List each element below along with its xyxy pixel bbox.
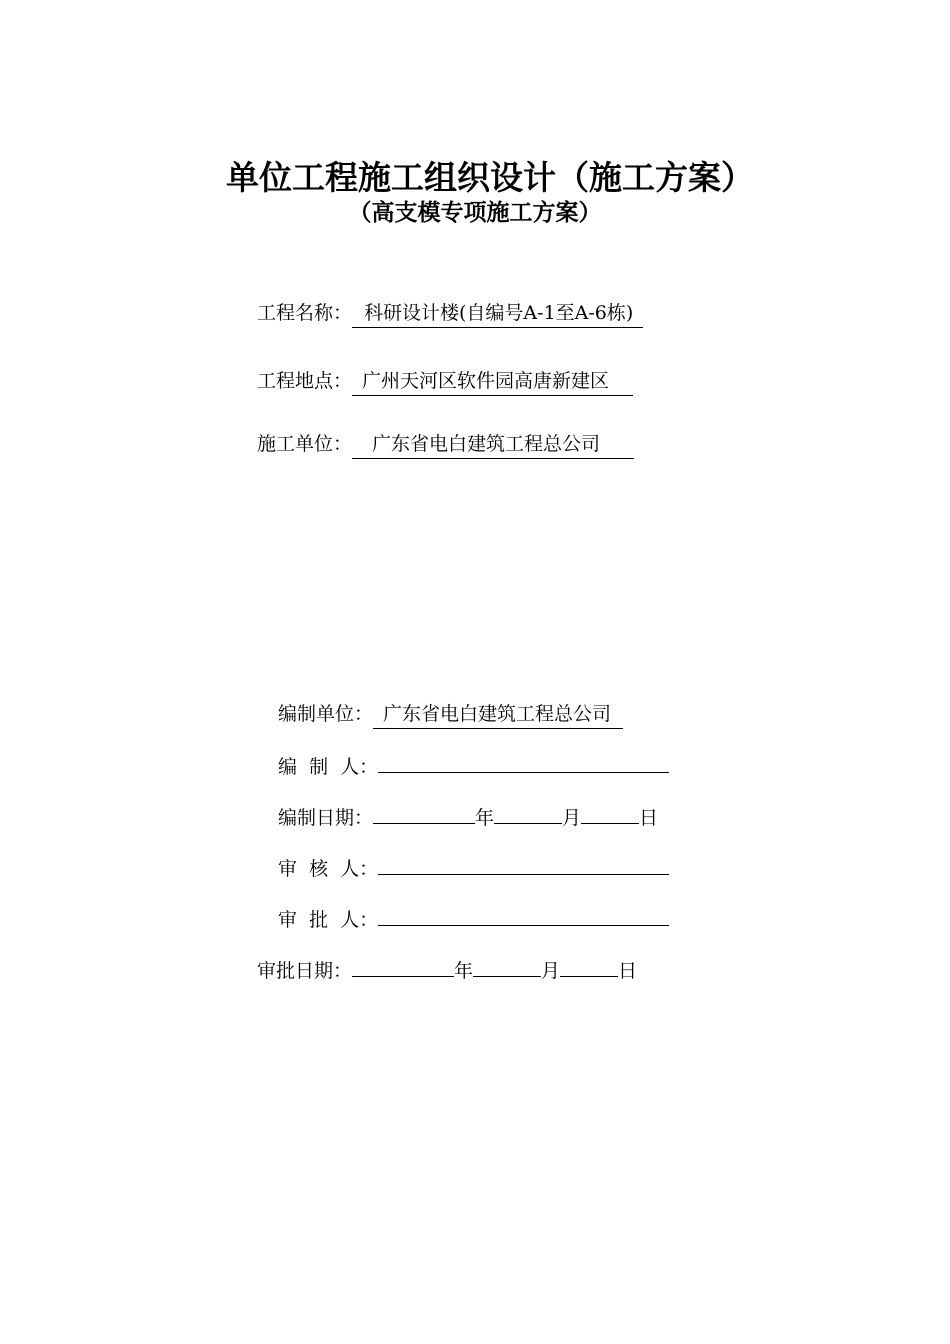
compiler-label: 编 制 人： <box>278 756 379 778</box>
compile-date-row <box>278 803 658 831</box>
compile-month-blank <box>494 803 562 824</box>
compile-day-blank <box>581 803 639 824</box>
project-name-label: 工程名称： <box>257 302 353 324</box>
compile-month-text: 月 <box>562 807 582 829</box>
approver-label: 审 批 人： <box>278 909 379 931</box>
document-subtitle: （高支模专项施工方案） <box>348 199 602 226</box>
contractor-row <box>257 431 634 459</box>
document-title: 单位工程施工组织设计（施工方案） <box>226 158 754 197</box>
contractor-value: 广东省电白建筑工程总公司 <box>352 431 634 459</box>
reviewer-row <box>278 854 669 882</box>
compiler-unit-label: 编制单位： <box>278 703 374 725</box>
compile-year-text: 年 <box>475 807 495 829</box>
compile-year-blank <box>373 803 475 824</box>
project-name-value: 科研设计楼(自编号A-1至A-6栋) <box>352 300 643 328</box>
reviewer-label: 审 核 人： <box>278 858 379 880</box>
reviewer-blank <box>378 854 669 875</box>
approve-month-blank <box>473 956 541 977</box>
contractor-label: 施工单位： <box>257 433 353 455</box>
project-location-value: 广州天河区软件园高唐新建区 <box>352 368 633 396</box>
approve-date-row <box>257 956 637 984</box>
approver-row <box>278 905 669 933</box>
compiler-unit-row <box>278 701 623 729</box>
approve-day-text: 日 <box>618 960 638 982</box>
compile-day-text: 日 <box>639 807 659 829</box>
project-name-row <box>257 300 643 328</box>
project-location-label: 工程地点： <box>257 370 353 392</box>
approve-day-blank <box>560 956 618 977</box>
approve-month-text: 月 <box>541 960 561 982</box>
approve-year-blank <box>352 956 454 977</box>
compiler-row <box>278 752 669 780</box>
compiler-unit-value: 广东省电白建筑工程总公司 <box>373 701 623 729</box>
compile-date-label: 编制日期： <box>278 807 374 829</box>
approve-date-label: 审批日期： <box>257 960 353 982</box>
project-location-row <box>257 368 633 396</box>
approve-year-text: 年 <box>454 960 474 982</box>
compiler-blank <box>378 752 669 773</box>
approver-blank <box>378 905 669 926</box>
